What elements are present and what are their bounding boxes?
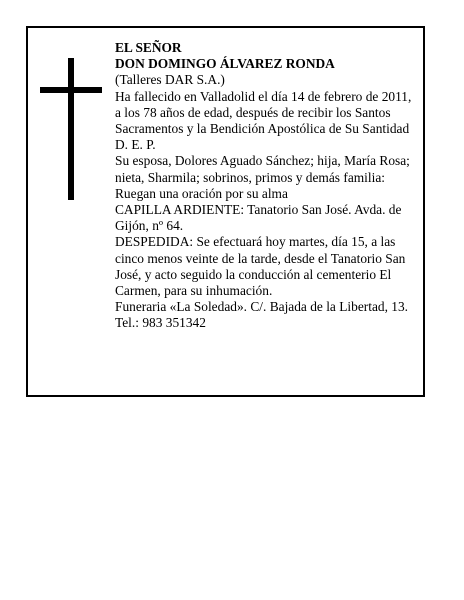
- title-line-1: EL SEÑOR: [115, 40, 182, 55]
- chapel-info: CAPILLA ARDIENTE: Tanatorio San José. Avda. de Gijón, nº 64.: [115, 202, 402, 234]
- family-list: Su esposa, Dolores Aguado Sánchez; hija, María Rosa; nieta, Sharmila; sobrinos, primos y demás familia:: [115, 153, 410, 185]
- deceased-name: DON DOMINGO ÁLVAREZ RONDA: [115, 56, 335, 72]
- phone-number: Tel.: 983 351342: [115, 315, 206, 331]
- rip-line: D. E. P.: [115, 137, 156, 153]
- cross-horizontal-bar: [40, 87, 102, 93]
- death-announcement: Ha fallecido en Valladolid el día 14 de febrero de 2011, a los 78 años de edad, después de recibir los Santos Sacramentos y la Bendición Apostólica de Su Santidad: [115, 88, 412, 137]
- latin-cross-icon: [40, 58, 102, 200]
- company-name: (Talleres DAR S.A.): [115, 72, 225, 88]
- funeral-home: Funeraria «La Soledad». C/. Bajada de la Libertad, 13.: [115, 299, 409, 315]
- obituary-text: [115, 40, 420, 332]
- cross-vertical-bar: [68, 58, 74, 200]
- obituary-notice: [26, 26, 425, 397]
- farewell-info: DESPEDIDA: Se efectuará hoy martes, día 15, a las cinco menos veinte de la tarde, desde el Tanatorio San José, y acto seguido la conducción al cementerio El Carmen, para su inhumación.: [115, 234, 406, 299]
- prayer-request: Ruegan una oración por su alma: [115, 185, 288, 201]
